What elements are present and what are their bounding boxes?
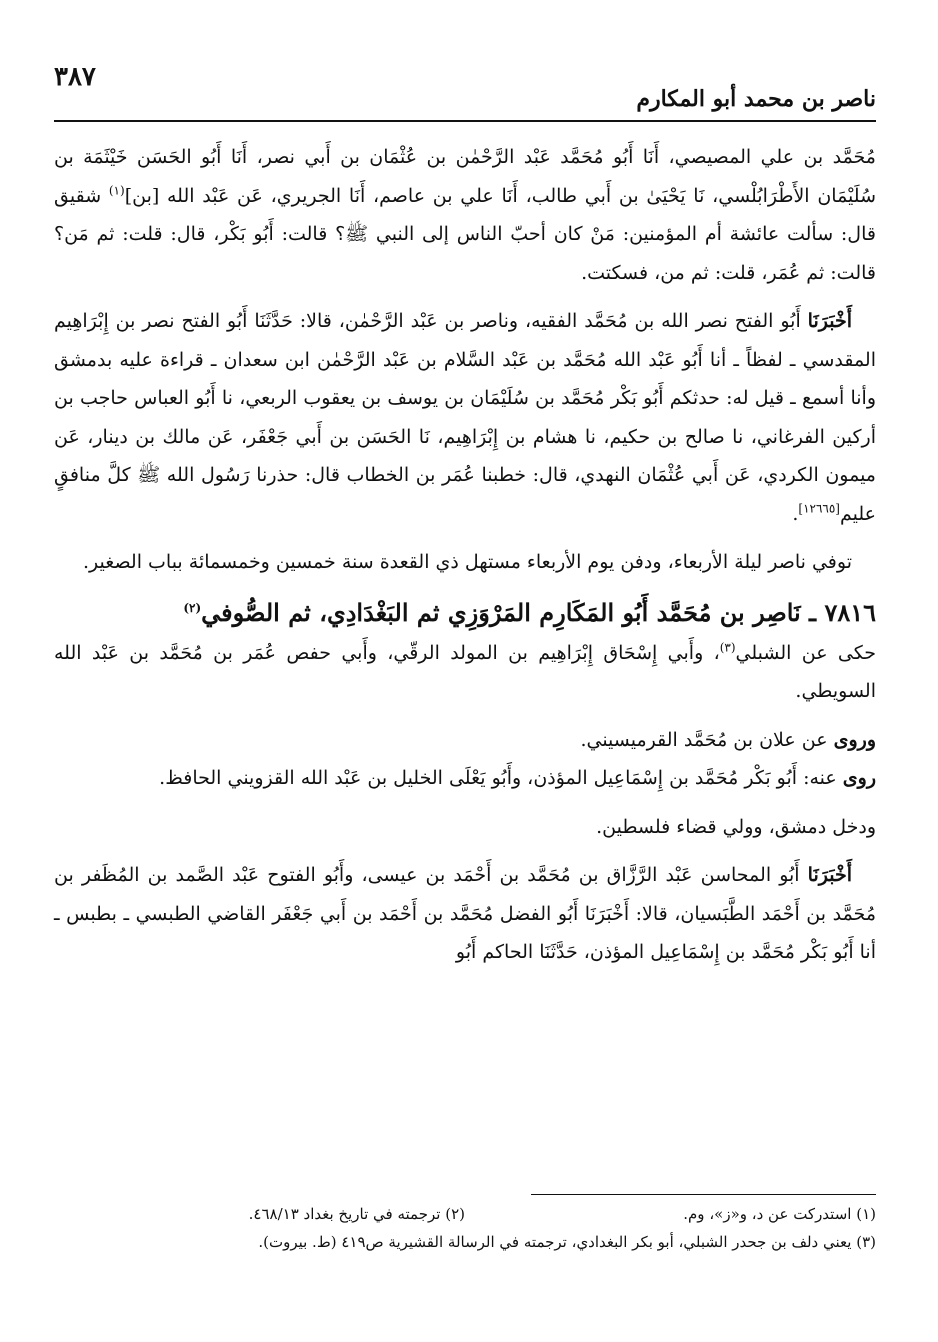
paragraph-5-text: عن علان بن مُحَمَّد القرميسيني.: [580, 728, 834, 751]
paragraph-2-text: أَبُو الفتح نصر الله بن مُحَمَّد الفقيه، وناصر بن عَبْد الرَّحْمٰن، قالا: حَدَّثَنَا أَبُو الفتح نصر بن إِبْرَاهِيم المقدسي ـ لفظاً ـ أنا أَبُو عَبْد الله مُحَمَّد بن عَبْد السَّلام بن عَبْد الرَّحْمٰن ابن سعدان ـ قراءة عليه بدمشق وأنا أسمع ـ قيل له: حدثكم أَبُو بَكْر مُحَمَّد بن سُلَيْمَان بن يوسف بن يعقوب الربعي، نا أَبُو العباس حاجب بن أركين الفرغاني، نا صالح بن حكيم، نا هشام بن إِبْرَاهِيم، نَا الحَسَن بن أَبي جَعْفَر، عَن مالك بن دينار، عَن ميمون الكردي، عَن أَبي عُثْمَان النهدي، قال: خطبنا عُمَر بن الخطاب قال: حذرنا رَسُول الله ﷺ كلَّ منافقٍ عليم: [54, 310, 876, 525]
paragraph-isnad: [54, 856, 876, 972]
main-text: [54, 138, 876, 972]
footnote-separator: [531, 1194, 876, 1195]
paragraph-8-text: أَبُو المحاسن عَبْد الرَّزَّاق بن مُحَمَّد بن أَحْمَد بن عيسى، وأَبُو الفتوح عَبْد الصَّمد بن المُظَفر بن مُحَمَّد بن أَحْمَد الطَّبَسيان، قالا: أَخْبَرَنَا أَبُو الفضل مُحَمَّد بن أَحْمَد بن أَبي جَعْفَر القاضي الطبسي ـ بطبس ـ أنا أَبُو بَكْر مُحَمَّد بن إِسْمَاعِيل المؤذن، حَدَّثَنَا الحاكم أَبُو: [54, 864, 876, 963]
hadith-reference-number: [١٢٦٦٥]: [798, 501, 840, 516]
footnote-marker-2: (٢): [183, 600, 202, 615]
page-header: [54, 58, 876, 122]
footnote-2: (٢) ترجمته في تاريخ بغداد ٤٦٨/١٣.: [248, 1205, 465, 1223]
page-number: ٣٨٧: [54, 62, 96, 92]
footnote-1: (١) استدركت عن د، و«ز»، وم.: [683, 1205, 876, 1223]
footnote-3: (٣) يعني دلف بن جحدر الشبلي، أبو بكر البغدادي، ترجمته في الرسالة القشيرية ص٤١٩ (ط. بيروت).: [258, 1233, 876, 1251]
paragraph-1-continuation: شقيق قال: سألت عائشة أم المؤمنين: مَنْ كان أحبّ الناس إلى النبي ﷺ؟ قالت: أَبُو بَكْر، قال: قلت: ثم مَن؟ قالت: ثم عُمَر، قلت: ثم من، فسكتت.: [54, 184, 876, 284]
akhbarana-keyword-2: أَخْبَرَنَا: [807, 864, 852, 886]
running-title: ناصر بن محمد أبو المكارم: [636, 86, 876, 112]
paragraph-death-note: توفي ناصر ليلة الأربعاء، ودفن يوم الأربعاء مستهل ذي القعدة سنة خمسين وخمسمائة بباب الصغير.: [83, 551, 852, 573]
paragraph-2: [54, 302, 876, 533]
paragraph-riwaya: [54, 721, 876, 760]
akhbarana-keyword: أَخْبَرَنَا: [807, 310, 852, 332]
paragraph-6-text: عنه: أَبُو بَكْر مُحَمَّد بن إِسْمَاعِيل المؤذن، وأَبُو يَعْلَى الخليل بن عَبْد الله القزويني الحافظ.: [159, 767, 843, 789]
footnote-row: [54, 1200, 876, 1228]
paragraph-narrators: [54, 759, 876, 798]
paragraph-damascus: ودخل دمشق، وولي قضاء فلسطين.: [596, 815, 876, 838]
paragraph-narrated-from: [54, 634, 876, 711]
footnote-marker-1: (١): [108, 183, 125, 198]
paragraph-2-end: .: [792, 502, 799, 525]
footnote-marker-3: (٣): [719, 640, 736, 655]
paragraph-1: [54, 138, 876, 292]
paragraph-4-text: حكى عن الشبلي: [735, 641, 876, 664]
footnotes: [54, 1200, 876, 1256]
paragraph-1-text: مُحَمَّد بن علي المصيصي، أَنَا أَبُو مُحَمَّد عَبْد الرَّحْمٰن بن عُثْمَان بن أَبي نصر، أَنَا أَبُو الحَسَن خَيْثَمَة بن سُلَيْمَان الأَطْرَابُلْسي، نَا يَحْيَىٰ بن أَبي طالب، أَنَا علي بن عاصم، أَنَا الجريري، عَن عَبْد الله [بن]: [54, 146, 876, 207]
entry-heading-text: ٧٨١٦ ـ نَاصِر بن مُحَمَّد أَبُو المَكَارِم المَرْوَزِي ثم البَغْدَادِي، ثم الصُّوفي: [201, 597, 876, 627]
rawa-keyword: وروى: [833, 728, 876, 751]
rawa-anhu-keyword: روى: [842, 767, 876, 789]
entry-heading: [54, 592, 876, 634]
paragraph-4-continuation: ، وأَبي إِسْحَاق إِبْرَاهِيم بن المولد الرقّي، وأَبي حفص عُمَر بن مُحَمَّد بن عَبْد الله السويطي.: [54, 641, 876, 702]
